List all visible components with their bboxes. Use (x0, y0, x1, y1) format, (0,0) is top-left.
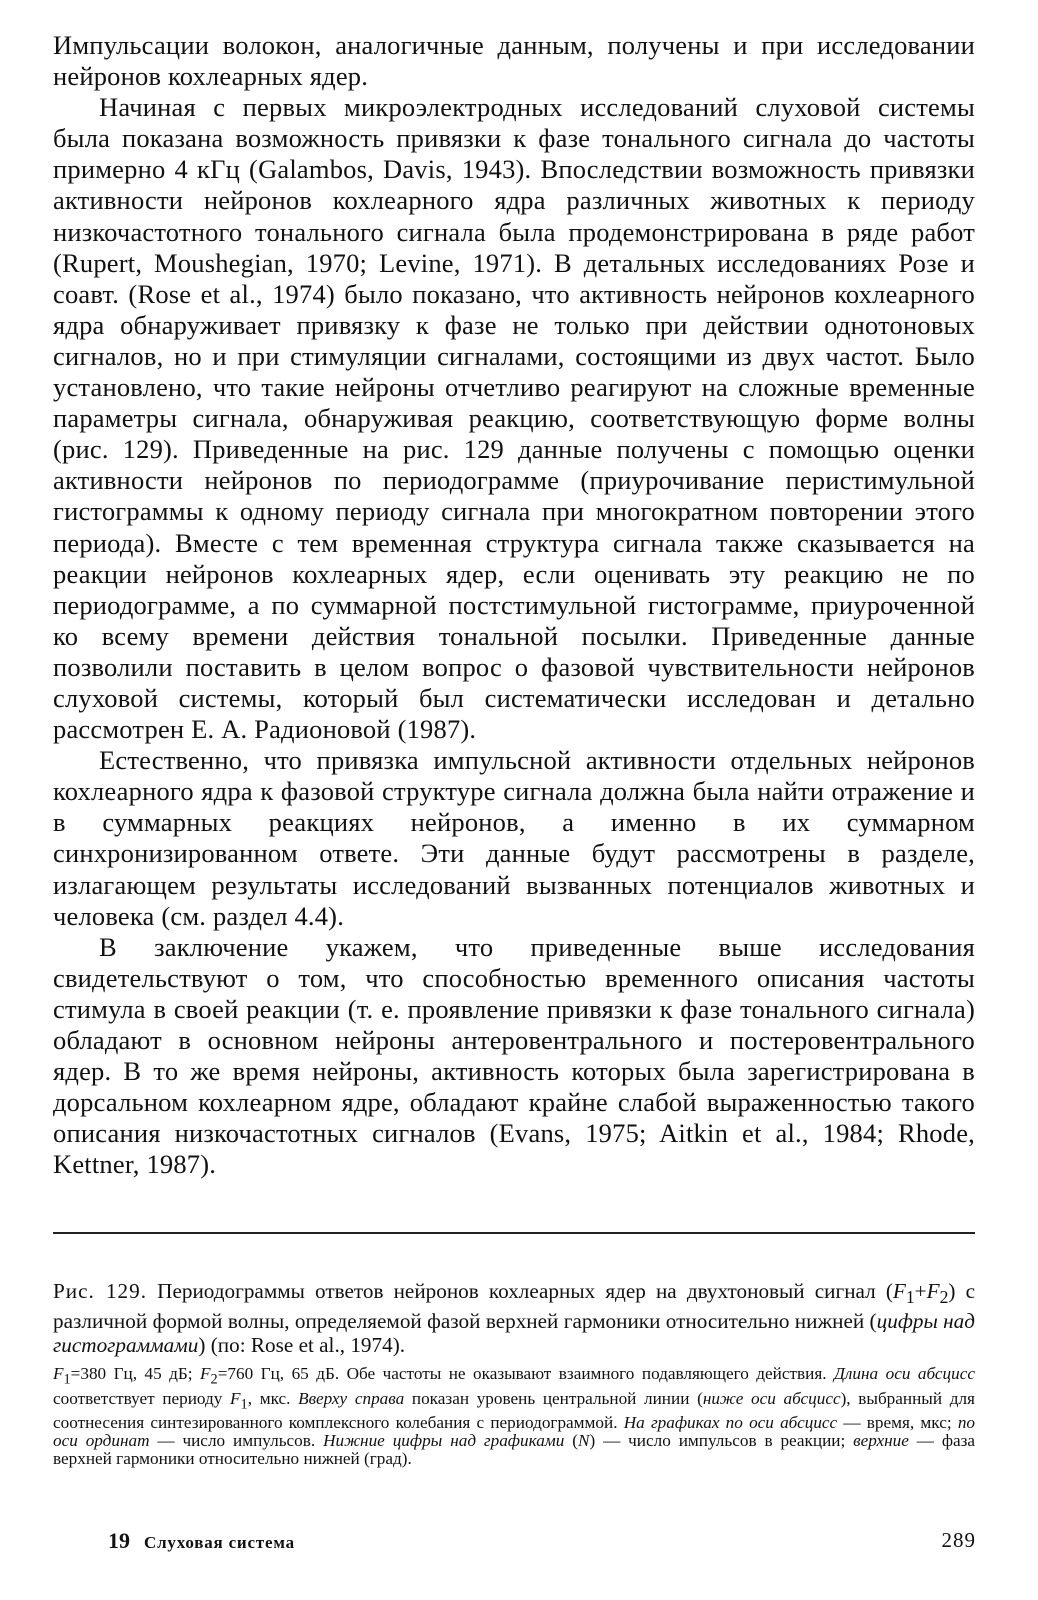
signature-number: 19 (108, 1528, 130, 1553)
note-italic-3: ниже оси абсцисс (702, 1388, 841, 1408)
caption-text-a: Периодограммы ответов нейронов кохлеарных ядер на двухтоновый сигнал ( (147, 1279, 893, 1304)
note-f1b-sub: 1 (240, 1396, 248, 1413)
figure-label: Рис. 129. (53, 1279, 148, 1304)
note-text-2: =380 Гц, 45 дБ; (70, 1364, 201, 1384)
note-italic-6: Нижние цифры над графиками (323, 1430, 565, 1450)
note-f1b: F (230, 1388, 241, 1408)
note-text-11: — число импульсов. (149, 1430, 324, 1450)
note-text-14: — фаза верхней гармоники относительно нижней (град). (53, 1430, 975, 1468)
caption-plus: + (914, 1279, 927, 1304)
note-f2-sub: 2 (210, 1371, 218, 1388)
caption-f1-sub: 1 (905, 1287, 915, 1308)
note-italic-8: верхние (853, 1430, 909, 1450)
page-footer (108, 1528, 976, 1558)
caption-f2: F (926, 1279, 940, 1304)
note-text-8: показан уровень центральной линии ( (404, 1388, 703, 1408)
paragraph-4: В заключение укажем, что приведенные выше исследования свидетельствуют о том, что способностью временного описания частоты стимула в своей реакции (т. е. проявление привязки к фазе тонального сигнала) обладают в основном нейроны антеровентрального и постеровентрального ядер. В то же время нейроны, активность которых была зарегистрирована в дорсальном кохлеарном ядре, обладают крайне слабой выраженностью такого описания низкочастотных сигналов (Evans, 1975; Aitkin et al., 1984; Rhode, Kettner, 1987). (53, 931, 975, 1180)
note-italic-1: Длина оси абсцисс (834, 1364, 975, 1384)
page-number: 289 (941, 1528, 976, 1552)
paragraph-2: Начиная с первых микроэлектродных исследований слуховой системы была показана возможность привязки к фазе тонального сигнала до частоты примерно 4 кГц (Galambos, Davis, 1943). Впоследствии возможность привязки активности нейронов кохлеарного ядра различных животных к периоду низкочастотного тонального сигнала была продемонстрирована в ряде работ (Rupert, Moushegian, 1970; Levine, 1971). В детальных исследованиях Розе и соавт. (Rose et al., 1974) было показано, что активность нейронов кохлеарного ядра обнаруживает привязку к фазе не только при действии однотоновых сигналов, но и при стимуляции сигналами, состоящими из двух частот. Было установлено, что такие нейроны отчетливо реагируют на сложные временные параметры сигнала, обнаруживая реакцию, соответствующую форме волны (рис. 129). Приведенные на рис. 129 данные получены с помощью оценки активности нейронов по периодограмме (приурочивание перистимульной гистограммы к одному периоду сигнала при многократном повторении этого периода). Вместе с тем временная структура сигнала также сказывается на реакции нейронов кохлеарных ядер, если оценивать эту реакцию не по периодограмме, а по суммарной постстимульной гистограмме, приуроченной ко всему времени действия тональной посылки. Приведенные данные позволили поставить в целом вопрос о фазовой чувствительности нейронов слуховой системы, который был систематически исследован и детально рассмотрен Е. А. Радионовой (1987). (53, 92, 975, 745)
caption-text-b: ) с различной формой волны, определяемой фазой верхней гармоники относительно нижней ( (53, 1279, 975, 1334)
caption-text-c: ) (по: Rose et al., 1974). (198, 1332, 406, 1357)
note-text-4: =760 Гц, 65 дБ. Обе частоты не оказывают взаимного подавляющего действия. (217, 1364, 834, 1384)
caption-f1: F (892, 1279, 906, 1304)
note-text-5: соответствует периоду (53, 1388, 231, 1408)
note-italic-5: по оси ординат (53, 1412, 976, 1450)
note-text-12: ( (564, 1430, 578, 1450)
note-text-9: ), выбранный для соотнесения синтезированного комплексного колебания с периодограммой. (53, 1388, 975, 1432)
note-f2: F (200, 1364, 211, 1384)
paragraph-1: Импульсации волокон, аналогичные данным, получены и при исследовании нейронов кохлеарных ядер. (53, 30, 975, 92)
note-text-7: , мкс. (247, 1388, 299, 1408)
figure-note (53, 1365, 975, 1467)
paragraph-3: Естественно, что привязка импульсной активности отдельных нейронов кохлеарного ядра к фазовой структуре сигнала должна была найти отражение и в суммарных реакциях нейронов, а именно в их суммарном синхронизированном ответе. Эти данные будут рассмотрены в разделе, излагающем результаты исследований вызванных потенциалов животных и человека (см. раздел 4.4). (53, 745, 975, 931)
caption-italic: цифры над гистограммами (53, 1309, 975, 1357)
page-content (53, 30, 975, 1467)
figure-caption (53, 1280, 975, 1357)
running-title: Слуховая система (144, 1533, 295, 1552)
body-text (53, 30, 975, 1180)
note-f1: F (53, 1364, 64, 1384)
note-text-13: ) — число импульсов в реакции; (589, 1430, 854, 1450)
note-italic-2: Вверху справа (298, 1388, 405, 1408)
caption-f2-sub: 2 (939, 1287, 949, 1308)
note-f1-sub: 1 (63, 1371, 71, 1388)
figure-divider (53, 1232, 975, 1234)
note-italic-4: На графиках по оси абсцисс (623, 1412, 838, 1432)
note-italic-7: N (578, 1430, 590, 1450)
note-text-10: — время, мкс; (837, 1412, 958, 1432)
